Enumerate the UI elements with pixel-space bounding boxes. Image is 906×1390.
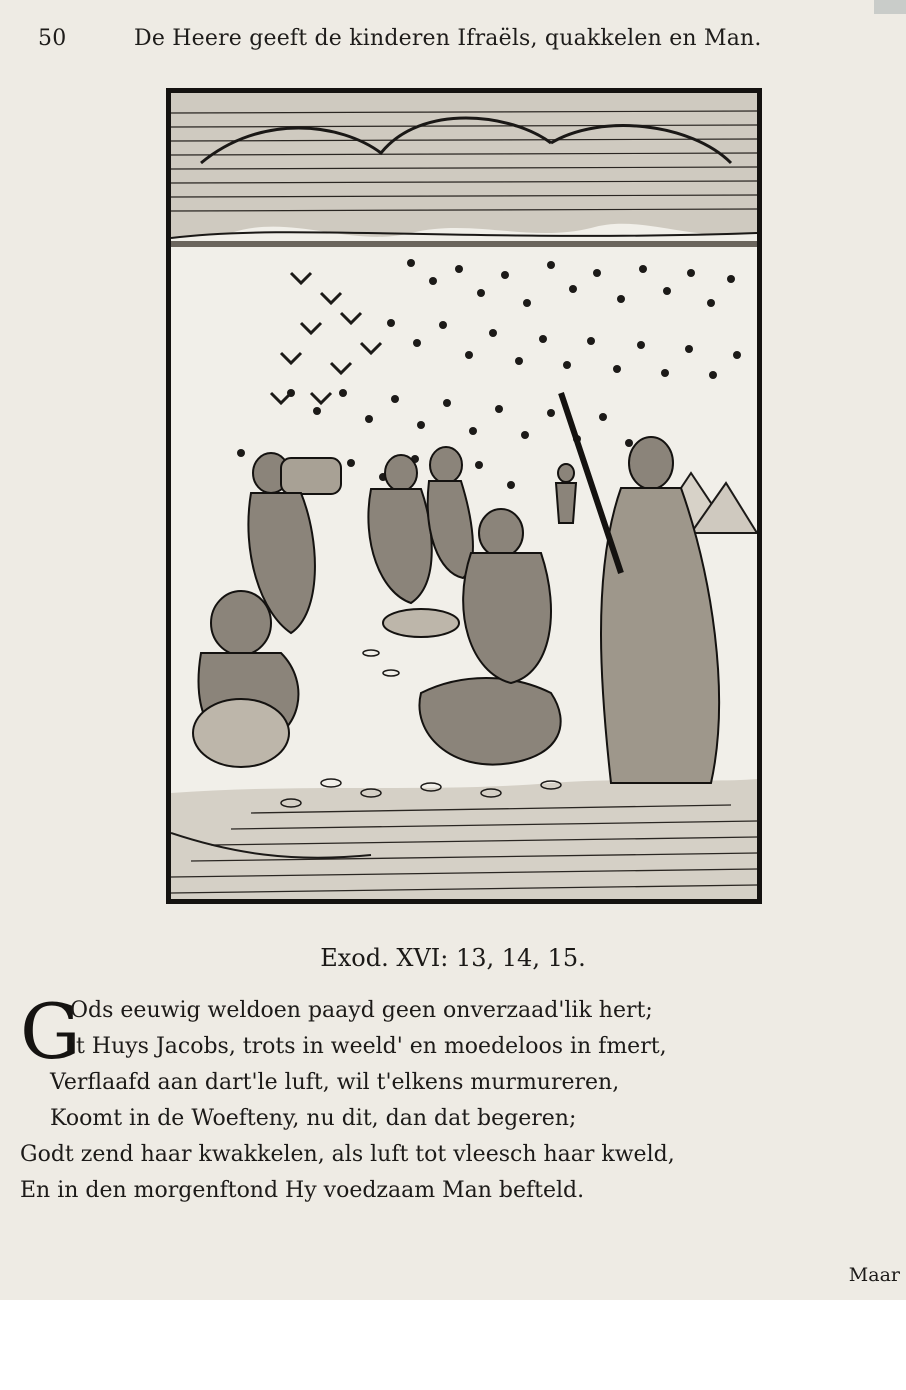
verse-line-1: Ods eeuwig weldoen paayd geen onverzaad'lik hert; <box>70 998 653 1023</box>
catchword: Maar <box>848 1264 900 1286</box>
verse-line-5: Godt zend haar kwakkelen, als luft tot vleesch haar kweld, <box>20 1142 675 1167</box>
verse-line-4: Koomt in de Woefteny, nu dit, dan dat begeren; <box>50 1106 577 1131</box>
verse-line-3: Verflaafd aan dart'le luft, wil t'elkens murmureren, <box>50 1070 620 1095</box>
drop-capital: G <box>20 987 81 1076</box>
verse-line-6: En in den morgenftond Hy voedzaam Man befteld. <box>20 1178 585 1203</box>
woodcut-image <box>171 93 757 899</box>
page-edge <box>874 0 906 14</box>
verse-line-2: 't Huys Jacobs, trots in weeld' en moedeloos in fmert, <box>70 1034 667 1059</box>
scripture-reference: Exod. XVI: 13, 14, 15. <box>320 944 586 972</box>
page-number: 50 <box>38 26 67 51</box>
show-through-text <box>850 980 906 1240</box>
running-head <box>38 26 878 56</box>
running-title: De Heere geeft de kinderen Ifraëls, quakkelen en Man. <box>134 26 762 51</box>
woodcut-illustration <box>166 88 762 904</box>
